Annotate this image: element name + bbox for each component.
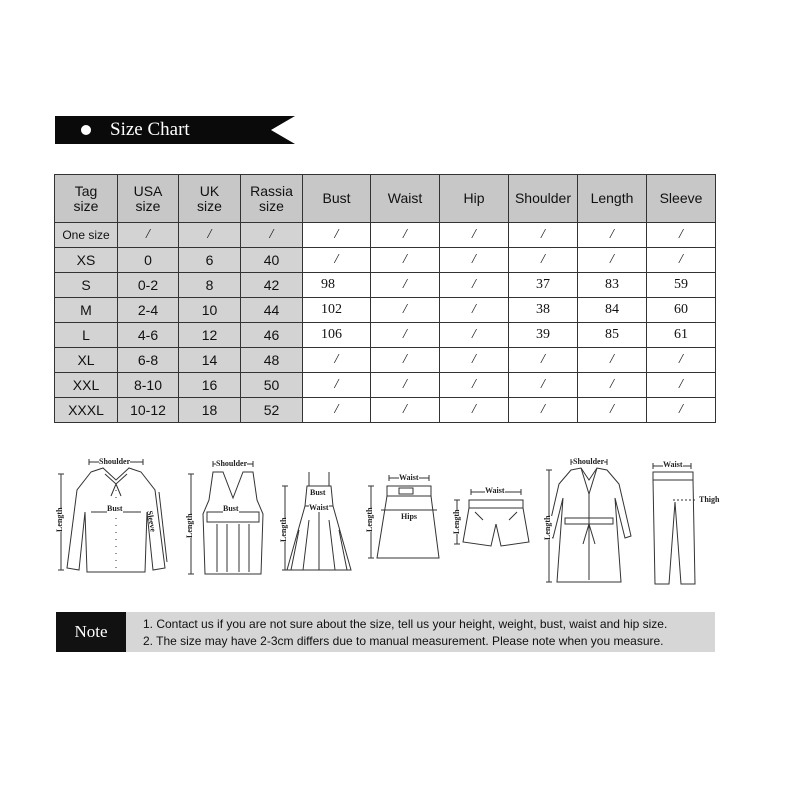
tank-diagram bbox=[183, 454, 273, 580]
table-row bbox=[55, 398, 716, 423]
cell-waist: / bbox=[371, 348, 440, 373]
cell-hip: / bbox=[440, 273, 509, 298]
dress-length-label: Length bbox=[279, 517, 288, 542]
cell-sleeve: 60 bbox=[647, 298, 716, 323]
cell-hip: / bbox=[440, 248, 509, 273]
cell-sleeve: / bbox=[647, 398, 716, 423]
cell-sleeve: 59 bbox=[647, 273, 716, 298]
skirt-diagram bbox=[367, 470, 447, 580]
cell-usa: 0-2 bbox=[118, 273, 179, 298]
cell-usa: 2-4 bbox=[118, 298, 179, 323]
cell-usa: 10-12 bbox=[118, 398, 179, 423]
cell-sleeve: / bbox=[647, 348, 716, 373]
cell-uk: 14 bbox=[179, 348, 241, 373]
header-waist: Waist bbox=[371, 175, 440, 223]
cell-hip: / bbox=[440, 373, 509, 398]
tank-bust-label: Bust bbox=[223, 504, 239, 513]
cell-tag: One size bbox=[55, 223, 118, 248]
cell-usa: 8-10 bbox=[118, 373, 179, 398]
cell-russia: / bbox=[241, 223, 303, 248]
shorts-waist-label: Waist bbox=[485, 486, 505, 495]
pants-icon bbox=[643, 456, 725, 592]
cell-russia: 52 bbox=[241, 398, 303, 423]
cell-length: / bbox=[578, 248, 647, 273]
cell-shoulder: 37 bbox=[509, 273, 578, 298]
cell-tag: XL bbox=[55, 348, 118, 373]
dress-diagram bbox=[279, 470, 359, 580]
cell-hip: / bbox=[440, 398, 509, 423]
cell-uk: 18 bbox=[179, 398, 241, 423]
cell-tag: XXXL bbox=[55, 398, 118, 423]
cell-waist: / bbox=[371, 323, 440, 348]
cell-waist: / bbox=[371, 248, 440, 273]
table-row bbox=[55, 323, 716, 348]
dress-icon bbox=[279, 470, 359, 580]
cell-shoulder: / bbox=[509, 398, 578, 423]
header-sleeve: Sleeve bbox=[647, 175, 716, 223]
table-row bbox=[55, 248, 716, 273]
shirt-sleeve-label: Sleeve bbox=[145, 510, 158, 533]
cell-russia: 40 bbox=[241, 248, 303, 273]
cell-tag: S bbox=[55, 273, 118, 298]
cell-length: 83 bbox=[578, 273, 647, 298]
header-length: Length bbox=[578, 175, 647, 223]
table-header-row bbox=[55, 175, 716, 223]
size-chart-banner bbox=[55, 116, 295, 144]
cell-length: / bbox=[578, 398, 647, 423]
cell-length: 85 bbox=[578, 323, 647, 348]
cell-bust: / bbox=[303, 348, 371, 373]
cell-waist: / bbox=[371, 298, 440, 323]
cell-tag: XXL bbox=[55, 373, 118, 398]
shirt-diagram bbox=[55, 450, 175, 580]
shirt-bust-label: Bust bbox=[107, 504, 123, 513]
cell-russia: 44 bbox=[241, 298, 303, 323]
cell-hip: / bbox=[440, 348, 509, 373]
tank-icon bbox=[183, 454, 273, 580]
cell-length: / bbox=[578, 373, 647, 398]
tank-shoulder-label: Shoulder bbox=[216, 459, 248, 468]
cell-shoulder: / bbox=[509, 248, 578, 273]
skirt-hips-label: Hips bbox=[401, 512, 418, 521]
cell-tag: M bbox=[55, 298, 118, 323]
skirt-waist-label: Waist bbox=[399, 473, 419, 482]
header-tag-size: Tag size bbox=[55, 175, 118, 223]
skirt-length-label: Length bbox=[365, 507, 374, 532]
cell-bust: / bbox=[303, 223, 371, 248]
dress-waist-label: Waist bbox=[309, 503, 329, 512]
dress-bust-label: Bust bbox=[310, 488, 326, 497]
cell-usa: / bbox=[118, 223, 179, 248]
cell-tag: XS bbox=[55, 248, 118, 273]
coat-shoulder-label: Shoulder bbox=[573, 457, 605, 466]
pants-thigh-label: Thigh bbox=[699, 495, 720, 504]
cell-waist: / bbox=[371, 273, 440, 298]
cell-uk: 16 bbox=[179, 373, 241, 398]
cell-uk: / bbox=[179, 223, 241, 248]
table-row bbox=[55, 298, 716, 323]
shirt-icon bbox=[55, 450, 175, 580]
cell-usa: 6-8 bbox=[118, 348, 179, 373]
cell-bust: / bbox=[303, 398, 371, 423]
tank-length-label: Length bbox=[185, 513, 194, 538]
cell-waist: / bbox=[371, 373, 440, 398]
note-label: Note bbox=[74, 622, 108, 641]
cell-shoulder: / bbox=[509, 223, 578, 248]
cell-usa: 0 bbox=[118, 248, 179, 273]
cell-waist: / bbox=[371, 223, 440, 248]
header-uk-size: UK size bbox=[179, 175, 241, 223]
cell-usa: 4-6 bbox=[118, 323, 179, 348]
coat-length-label: Length bbox=[543, 515, 552, 540]
pants-diagram bbox=[643, 456, 725, 592]
cell-length: 84 bbox=[578, 298, 647, 323]
cell-waist: / bbox=[371, 398, 440, 423]
cell-russia: 50 bbox=[241, 373, 303, 398]
cell-uk: 6 bbox=[179, 248, 241, 273]
table-row bbox=[55, 348, 716, 373]
cell-russia: 42 bbox=[241, 273, 303, 298]
cell-uk: 10 bbox=[179, 298, 241, 323]
cell-russia: 46 bbox=[241, 323, 303, 348]
shirt-shoulder-label: Shoulder bbox=[99, 457, 131, 466]
cell-shoulder: / bbox=[509, 348, 578, 373]
shorts-diagram bbox=[451, 480, 535, 560]
cell-hip: / bbox=[440, 223, 509, 248]
cell-sleeve: / bbox=[647, 223, 716, 248]
cell-shoulder: 38 bbox=[509, 298, 578, 323]
header-shoulder: Shoulder bbox=[509, 175, 578, 223]
size-table bbox=[54, 174, 716, 423]
header-usa-size: USA size bbox=[118, 175, 179, 223]
cell-sleeve: 61 bbox=[647, 323, 716, 348]
measurement-diagrams bbox=[55, 450, 725, 600]
cell-tag: L bbox=[55, 323, 118, 348]
table-row bbox=[55, 373, 716, 398]
note-line-2: 2. The size may have 2-3cm differs due to manual measurement. Please note when you measure. bbox=[143, 634, 664, 648]
cell-bust: / bbox=[303, 373, 371, 398]
cell-bust: 102 bbox=[303, 298, 371, 323]
cell-length: / bbox=[578, 223, 647, 248]
cell-uk: 8 bbox=[179, 273, 241, 298]
cell-bust: 98 bbox=[303, 273, 371, 298]
cell-hip: / bbox=[440, 323, 509, 348]
cell-sleeve: / bbox=[647, 248, 716, 273]
skirt-icon bbox=[367, 470, 447, 580]
pants-waist-label: Waist bbox=[663, 460, 683, 469]
cell-shoulder: / bbox=[509, 373, 578, 398]
note-line-1: 1. Contact us if you are not sure about the size, tell us your height, weight, bust, waist and hip size. bbox=[143, 617, 668, 631]
cell-sleeve: / bbox=[647, 373, 716, 398]
cell-bust: 106 bbox=[303, 323, 371, 348]
table-row bbox=[55, 273, 716, 298]
banner-title: Size Chart bbox=[110, 119, 190, 140]
header-hip: Hip bbox=[440, 175, 509, 223]
header-russia-size: Rassia size bbox=[241, 175, 303, 223]
coat-diagram bbox=[541, 454, 641, 590]
shirt-length-label: Length bbox=[55, 507, 64, 532]
table-row bbox=[55, 223, 716, 248]
header-bust: Bust bbox=[303, 175, 371, 223]
coat-icon bbox=[541, 454, 641, 590]
cell-bust: / bbox=[303, 248, 371, 273]
shorts-length-label: Length bbox=[452, 509, 461, 534]
cell-uk: 12 bbox=[179, 323, 241, 348]
cell-hip: / bbox=[440, 298, 509, 323]
cell-russia: 48 bbox=[241, 348, 303, 373]
cell-length: / bbox=[578, 348, 647, 373]
cell-shoulder: 39 bbox=[509, 323, 578, 348]
bullet-icon bbox=[81, 125, 91, 135]
